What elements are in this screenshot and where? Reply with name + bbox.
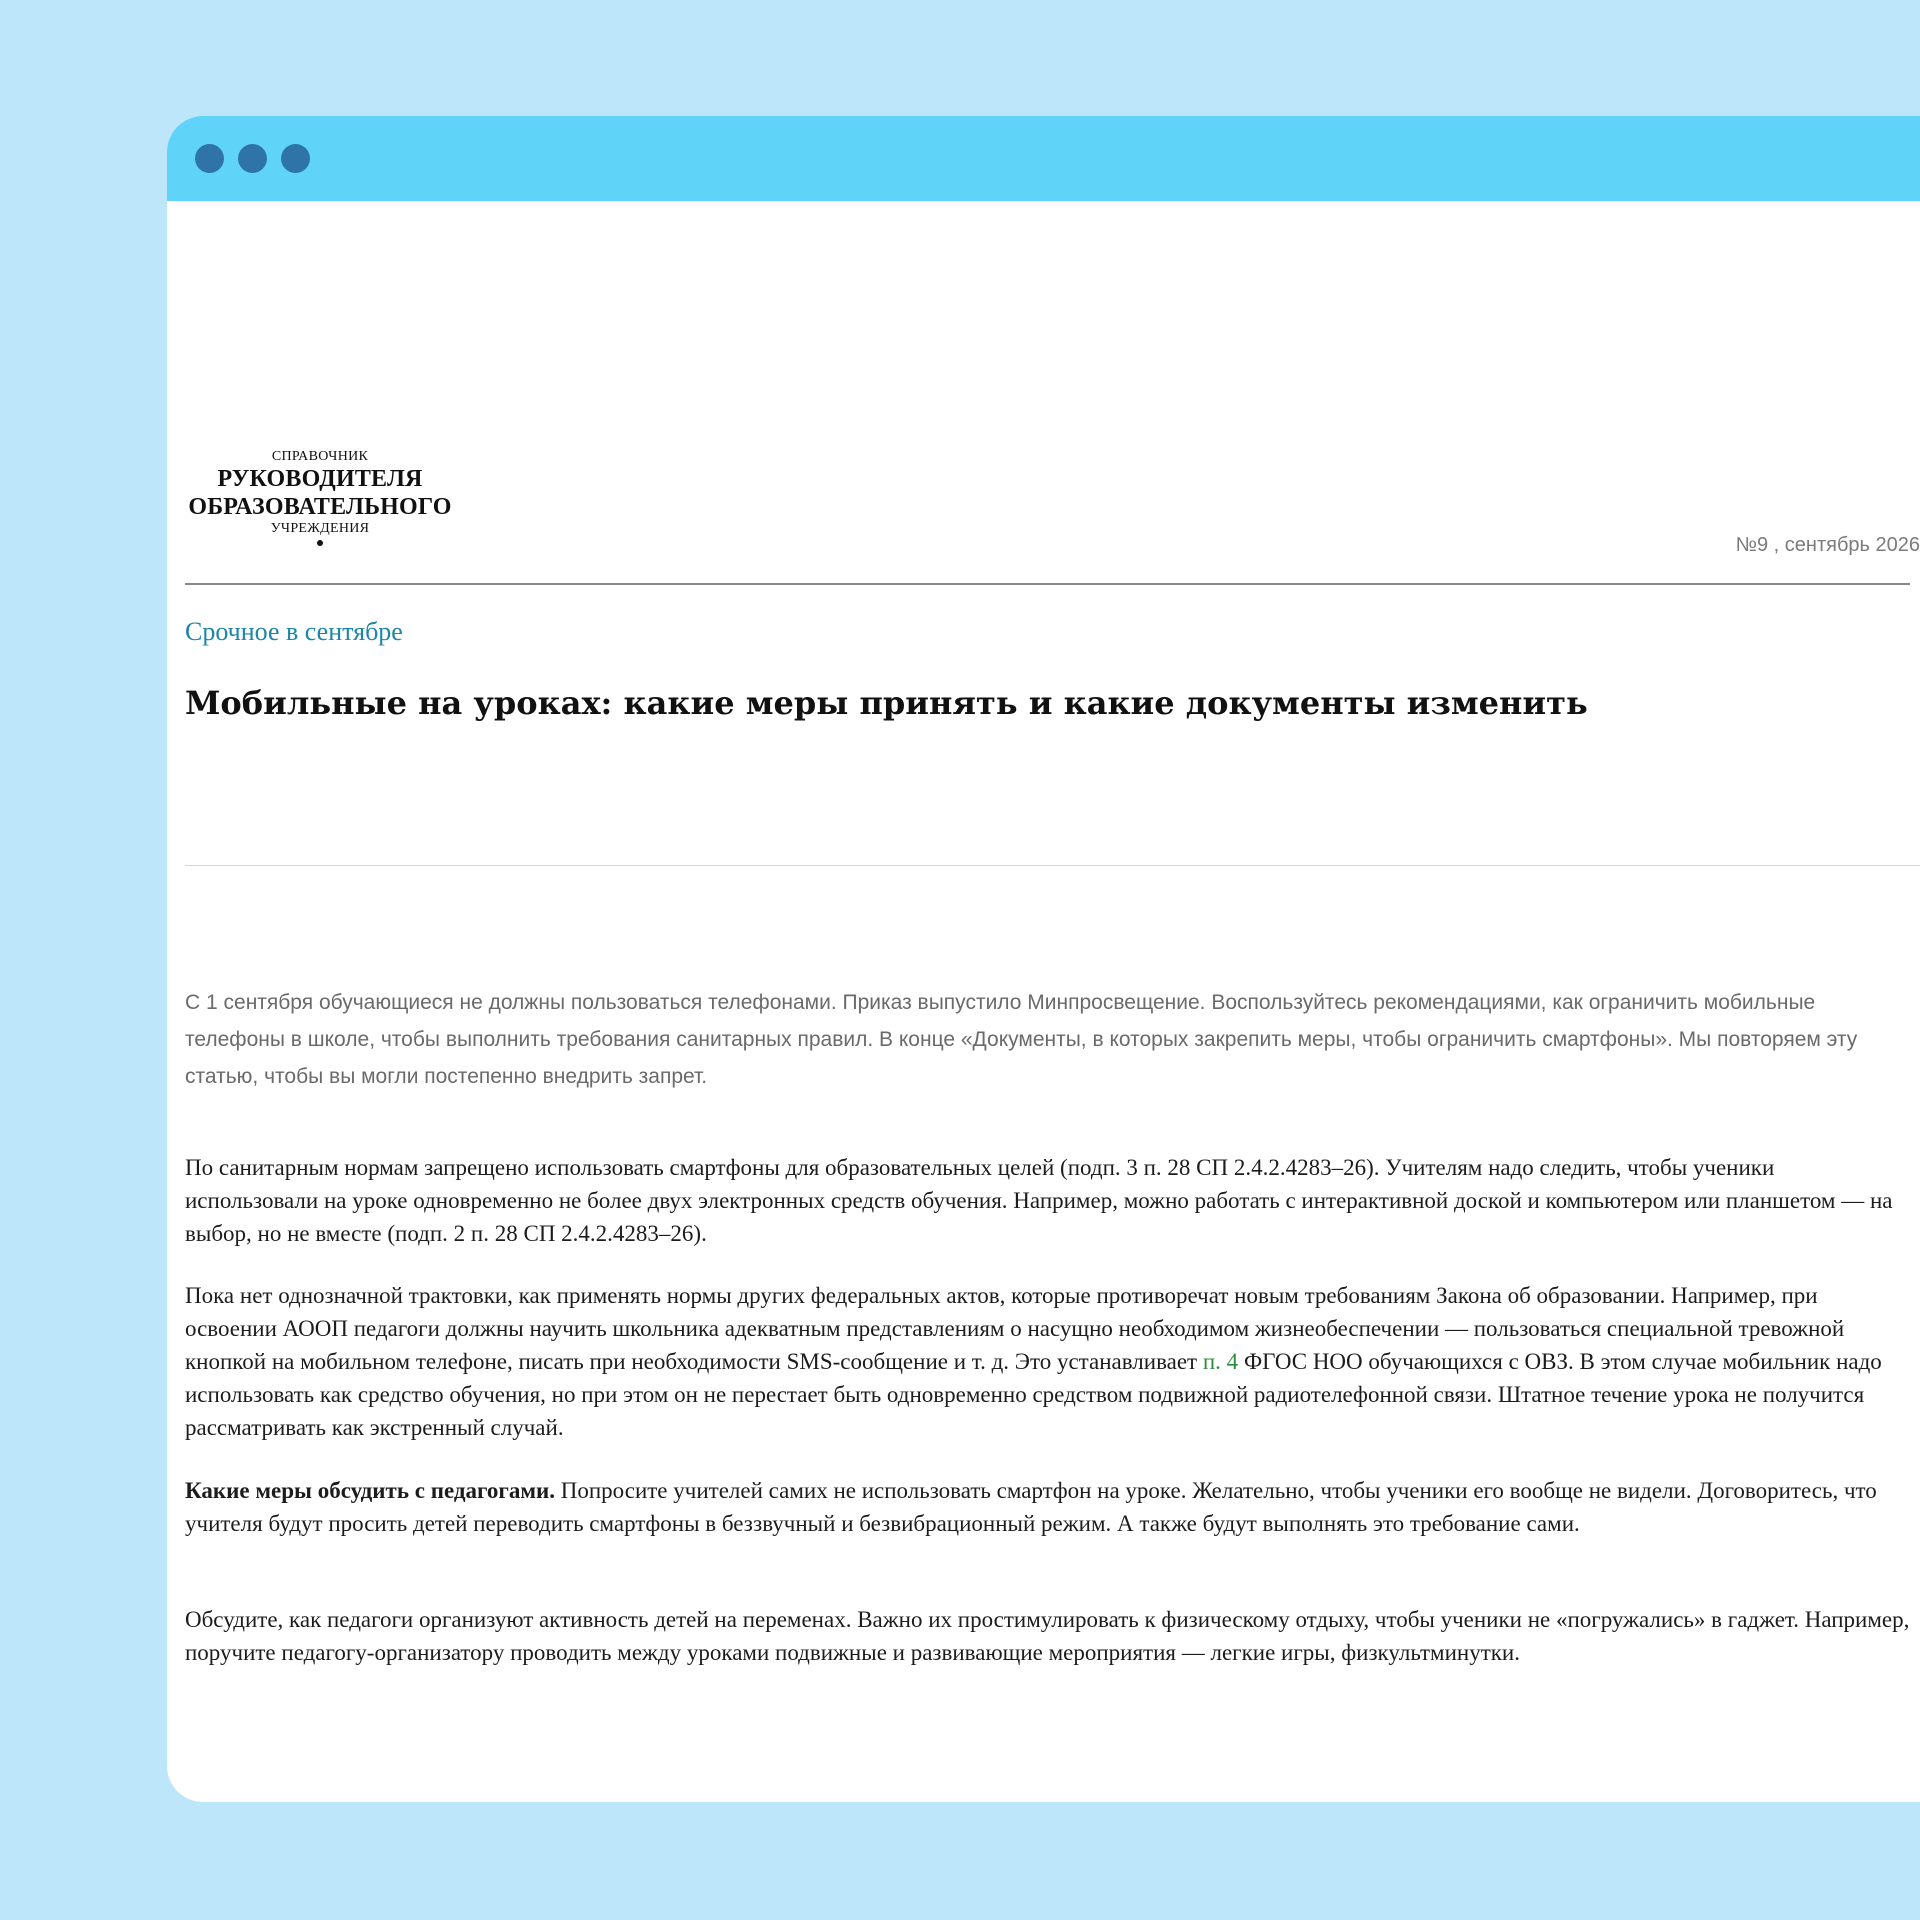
article-title: Мобильные на уроках: какие меры принять и какие документы изменить: [185, 684, 1588, 722]
article-page: [185, 201, 1920, 1801]
issue-number: №9 , сентябрь 2026: [1735, 534, 1920, 556]
logo-line-4: УЧРЕЖДЕНИЯ: [270, 521, 370, 536]
article-paragraph-4: Обсудите, как педагоги организуют активность детей на переменах. Важно их простимулировать к физическому отдыху, чтобы ученики не «погружались» в гаджет. Например, поручите педагогу-организатору проводить между уроками подвижные и развивающие мероприятия — легкие игры, физкультминутки.: [185, 1607, 1910, 1665]
title-divider: [185, 865, 1920, 866]
category-link[interactable]: Срочное в сентябре: [185, 617, 403, 646]
fgos-reference-link[interactable]: п. 4: [1202, 1349, 1239, 1374]
logo-line-2: РУКОВОДИТЕЛЯ: [217, 466, 423, 492]
article-lead: С 1 сентября обучающиеся не должны пользоваться телефонами. Приказ выпустило Минпросвещение. Воспользуйтесь рекомендациями, как ограничить мобильные телефоны в школе, чтобы выполнить требования санитарных правил. В конце «Документы, в которых закрепить меры, чтобы ограничить смартфоны». Мы повторяем эту статью, чтобы вы могли постепенно внедрить запрет.: [185, 991, 1858, 1088]
browser-window: [167, 116, 1920, 1802]
article-paragraph-2: [185, 1279, 1910, 1444]
window-dot-icon[interactable]: [281, 144, 310, 173]
header-divider: [185, 583, 1910, 585]
window-dot-icon[interactable]: [195, 144, 224, 173]
logo-line-1: СПРАВОЧНИК: [271, 449, 369, 464]
logo-line-3: ОБРАЗОВАТЕЛЬНОГО: [188, 494, 452, 520]
logo-dot-icon: [317, 540, 323, 546]
paragraph-text: Попросите учителей самих не использовать смартфон на уроке. Желательно, чтобы ученики его вообще не видели. Договоритесь, что учителя будут просить детей переводить смартфоны в беззвучный и безвибрационный режим. А также будут выполнять это требование сами.: [185, 1478, 1877, 1536]
article-paragraph-3: [185, 1474, 1910, 1540]
window-titlebar: [167, 116, 1920, 201]
window-dot-icon[interactable]: [238, 144, 267, 173]
paragraph-text: ФГОС НОО обучающихся с ОВЗ. В этом случае мобильник надо использовать как средство обучения, но при этом он не перестает быть одновременно средством подвижной радиотелефонной связи. Штатное течение урока не получится рассматривать как экстренный случай.: [185, 1349, 1882, 1440]
paragraph-text: Пока нет однозначной трактовки, как применять нормы других федеральных актов, которые противоречат новым требованиям Закона об образовании. Например, при освоении АООП педагоги должны научить школьника адекватным представлениям о насущно необходимом жизнеобеспечении — пользоваться специальной тревожной кнопкой на мобильном телефоне, писать при необходимости SMS-сообщение и т. д. Это устанавливает: [185, 1283, 1845, 1374]
article-paragraph-1: По санитарным нормам запрещено использовать смартфоны для образовательных целей (подп. 3 п. 28 СП 2.4.2.4283–26). Учителям надо следить, чтобы ученики использовали на уроке одновременно не более двух электронных средств обучения. Например, можно работать с интерактивной доской и компьютером или планшетом — на выбор, но не вместе (подп. 2 п. 28 СП 2.4.2.4283–26).: [185, 1155, 1893, 1246]
magazine-logo[interactable]: [185, 449, 455, 546]
paragraph-lead-in: Какие меры обсудить с педагогами.: [185, 1478, 555, 1503]
